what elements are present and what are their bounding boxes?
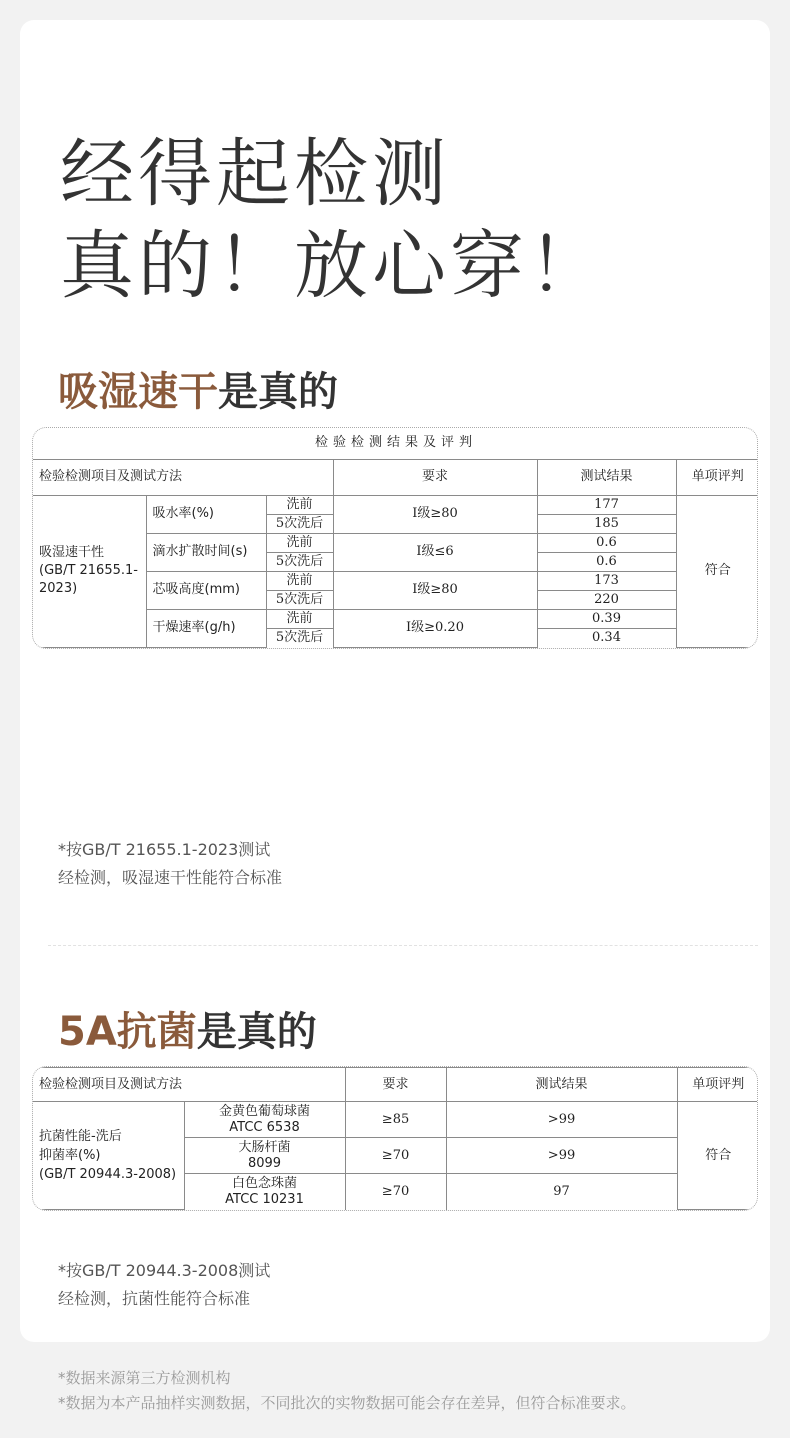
- requirement-cell: ≥70: [345, 1138, 446, 1174]
- bacteria-code: ATCC 10231: [225, 1191, 304, 1207]
- header-verdict: 单项评判: [677, 1068, 758, 1102]
- result-cell: 0.6: [537, 552, 676, 571]
- result-cell: 0.6: [537, 533, 676, 552]
- section-title-plain: 是真的: [218, 369, 338, 415]
- note-line: 经检测，抗菌性能符合标准: [58, 1289, 251, 1308]
- result-cell: >99: [446, 1102, 677, 1138]
- headline: [60, 128, 606, 312]
- section-title-moisture: [58, 360, 338, 417]
- bacteria-cell: [184, 1174, 345, 1210]
- condition-cell: 5次洗后: [266, 628, 333, 647]
- footer-disclaimer: [58, 1366, 636, 1416]
- result-cell: 0.34: [537, 628, 676, 647]
- requirement-cell: I级≥80: [333, 495, 537, 533]
- result-cell: 185: [537, 514, 676, 533]
- result-cell: 177: [537, 495, 676, 514]
- moisture-note: [58, 836, 282, 892]
- moisture-table-box: [32, 427, 758, 649]
- verdict-cell: 符合: [677, 1102, 758, 1210]
- section-title-accent: 吸湿速干: [58, 369, 218, 415]
- section-divider: [48, 945, 758, 946]
- section-title-accent: 5A抗菌: [58, 1009, 197, 1055]
- requirement-cell: I级≥0.20: [333, 609, 537, 647]
- bacteria-name: 大肠杆菌: [238, 1139, 291, 1155]
- category-cell: 吸湿速干性 (GB/T 21655.1- 2023): [33, 495, 146, 647]
- category-cell: 抗菌性能-洗后 抑菌率(%) (GB/T 20944.3-2008): [33, 1102, 184, 1210]
- condition-cell: 5次洗后: [266, 514, 333, 533]
- header-item: 检验检测项目及测试方法: [33, 459, 333, 495]
- bacteria-code: ATCC 6538: [229, 1119, 300, 1135]
- condition-cell: 洗前: [266, 571, 333, 590]
- requirement-cell: ≥85: [345, 1102, 446, 1138]
- bacteria-cell: [184, 1102, 345, 1138]
- bacteria-code: 8099: [247, 1155, 282, 1171]
- item-name: 吸水率(%): [146, 495, 266, 533]
- header-requirement: 要求: [333, 459, 537, 495]
- result-cell: 173: [537, 571, 676, 590]
- header-verdict: 单项评判: [676, 459, 758, 495]
- note-line: *按GB/T 21655.1-2023测试: [58, 840, 271, 859]
- requirement-cell: I级≤6: [333, 533, 537, 571]
- condition-cell: 5次洗后: [266, 552, 333, 571]
- header-item: 检验检测项目及测试方法: [33, 1068, 345, 1102]
- result-cell: 220: [537, 590, 676, 609]
- footer-line: *数据来源第三方检测机构: [58, 1369, 231, 1387]
- note-line: *按GB/T 20944.3-2008测试: [58, 1261, 271, 1280]
- condition-cell: 洗前: [266, 533, 333, 552]
- section-title-antibacterial: [58, 1000, 317, 1057]
- section-title-plain: 是真的: [196, 1009, 317, 1055]
- bacteria-name: 金黄色葡萄球菌: [219, 1103, 311, 1119]
- result-cell: 0.39: [537, 609, 676, 628]
- note-line: 经检测，吸湿速干性能符合标准: [58, 868, 283, 887]
- header-result: 测试结果: [537, 459, 676, 495]
- condition-cell: 洗前: [266, 609, 333, 628]
- item-name: 芯吸高度(mm): [146, 571, 266, 609]
- bacteria-name: 白色念珠菌: [232, 1175, 298, 1191]
- antibacterial-note: [58, 1257, 270, 1313]
- bacteria-cell: [184, 1138, 345, 1174]
- header-result: 测试结果: [446, 1068, 677, 1102]
- result-cell: >99: [446, 1138, 677, 1174]
- table-title: 检验检测结果及评判: [33, 428, 758, 459]
- item-name: 滴水扩散时间(s): [146, 533, 266, 571]
- headline-line-2: 真的！放心穿！: [60, 223, 606, 309]
- header-requirement: 要求: [345, 1068, 446, 1102]
- condition-cell: 洗前: [266, 495, 333, 514]
- moisture-table: [33, 428, 758, 648]
- headline-line-1: 经得起检测: [60, 131, 450, 217]
- requirement-cell: ≥70: [345, 1174, 446, 1210]
- result-cell: 97: [446, 1174, 677, 1210]
- condition-cell: 5次洗后: [266, 590, 333, 609]
- antibacterial-table: [33, 1067, 758, 1210]
- verdict-cell: 符合: [676, 495, 758, 647]
- requirement-cell: I级≥80: [333, 571, 537, 609]
- antibacterial-table-box: [32, 1066, 758, 1211]
- footer-line: *数据为本产品抽样实测数据，不同批次的实物数据可能会存在差异，但符合标准要求。: [58, 1394, 636, 1412]
- item-name: 干燥速率(g/h): [146, 609, 266, 647]
